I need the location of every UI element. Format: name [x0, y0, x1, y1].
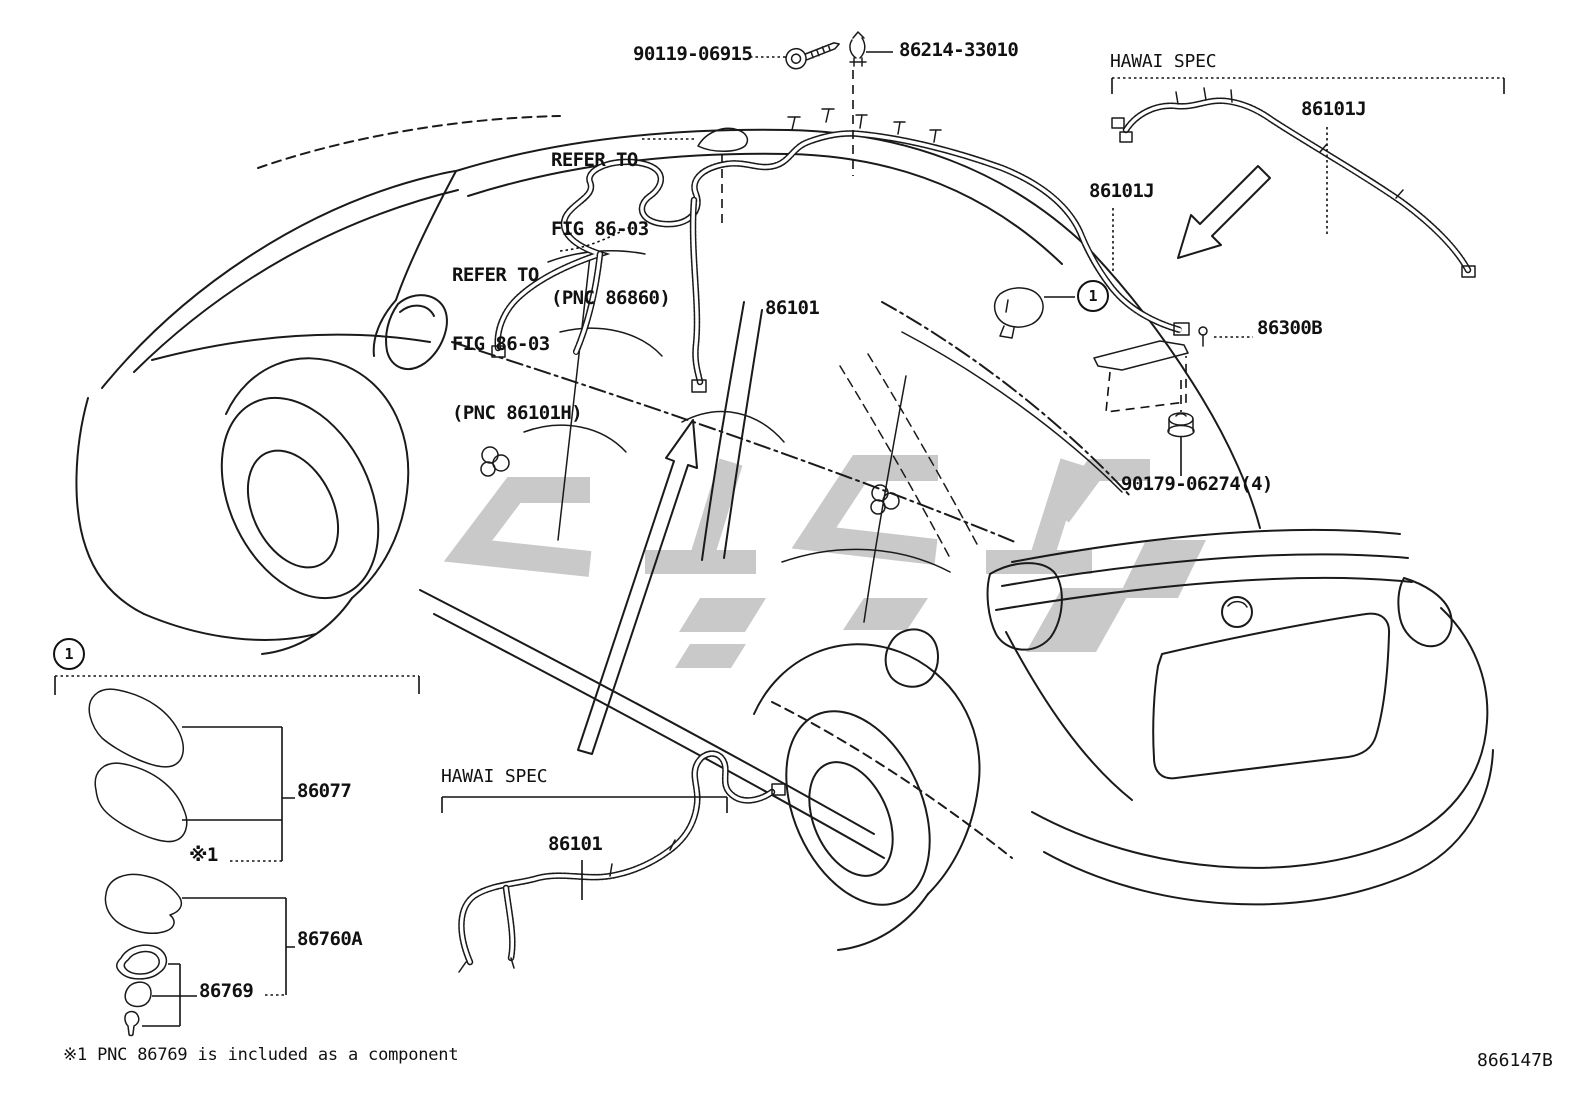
figure-code: 866147B [1477, 1050, 1553, 1071]
retainer-86214 [850, 32, 866, 66]
fasteners [784, 32, 1207, 437]
antenna-screw [125, 1012, 139, 1036]
arrow-to-quarter [1178, 166, 1270, 258]
label-hawai-spec-bottom: HAWAI SPEC [441, 766, 548, 787]
antenna-cover-86077-b [95, 763, 187, 841]
label-cord-86101-floor: 86101 [548, 833, 603, 855]
nut-90179 [1168, 413, 1194, 437]
car-body-wireframe [76, 116, 1493, 950]
tail-light-right [1398, 578, 1451, 646]
refer-front-line1: REFER TO [551, 149, 638, 171]
label-antenna-86300B: 86300B [1257, 317, 1323, 339]
tail-light-left [988, 563, 1062, 650]
leader-lines [55, 52, 1504, 1026]
antenna-cord-86101J-hawai [1112, 88, 1475, 277]
callout-1-left: 1 [53, 638, 85, 670]
label-hawai-spec-top: HAWAI SPEC [1110, 51, 1217, 72]
label-retainer-86214: 86214-33010 [899, 39, 1019, 61]
screw-90119 [784, 41, 842, 70]
label-refer-mid [452, 218, 582, 448]
refer-mid-line2: FIG 86-03 [452, 333, 550, 355]
footnote: ※1 PNC 86769 is included as a component [63, 1045, 459, 1065]
label-note-marker: ※1 [189, 844, 218, 866]
callout-1-right: 1 [1077, 280, 1109, 312]
refer-front-line2: FIG 86-03 [551, 218, 649, 240]
clip-86300B [1199, 327, 1207, 346]
label-nut-90179: 90179-06274(4) [1121, 473, 1273, 495]
refer-mid-line3: (PNC 86101H) [452, 402, 583, 424]
label-bolt-90119: 90119-06915 [633, 43, 753, 65]
label-cover-86077: 86077 [297, 780, 352, 802]
antenna-cover-86077-a [89, 689, 183, 767]
watermark-logo [468, 462, 1206, 668]
refer-front-line3: (PNC 86860) [551, 287, 671, 309]
label-cord-86101J-roof: 86101J [1301, 98, 1367, 120]
antenna-nut-86769 [125, 982, 151, 1006]
amplifier-unit [995, 288, 1043, 327]
refer-mid-line1: REFER TO [452, 264, 539, 286]
label-cord-86101J-qtr: 86101J [1089, 180, 1155, 202]
label-cord-86101: 86101 [765, 297, 820, 319]
antenna-base-86760A [105, 874, 181, 933]
label-base-86760A: 86760A [297, 928, 363, 950]
label-nut-86769: 86769 [199, 980, 254, 1002]
